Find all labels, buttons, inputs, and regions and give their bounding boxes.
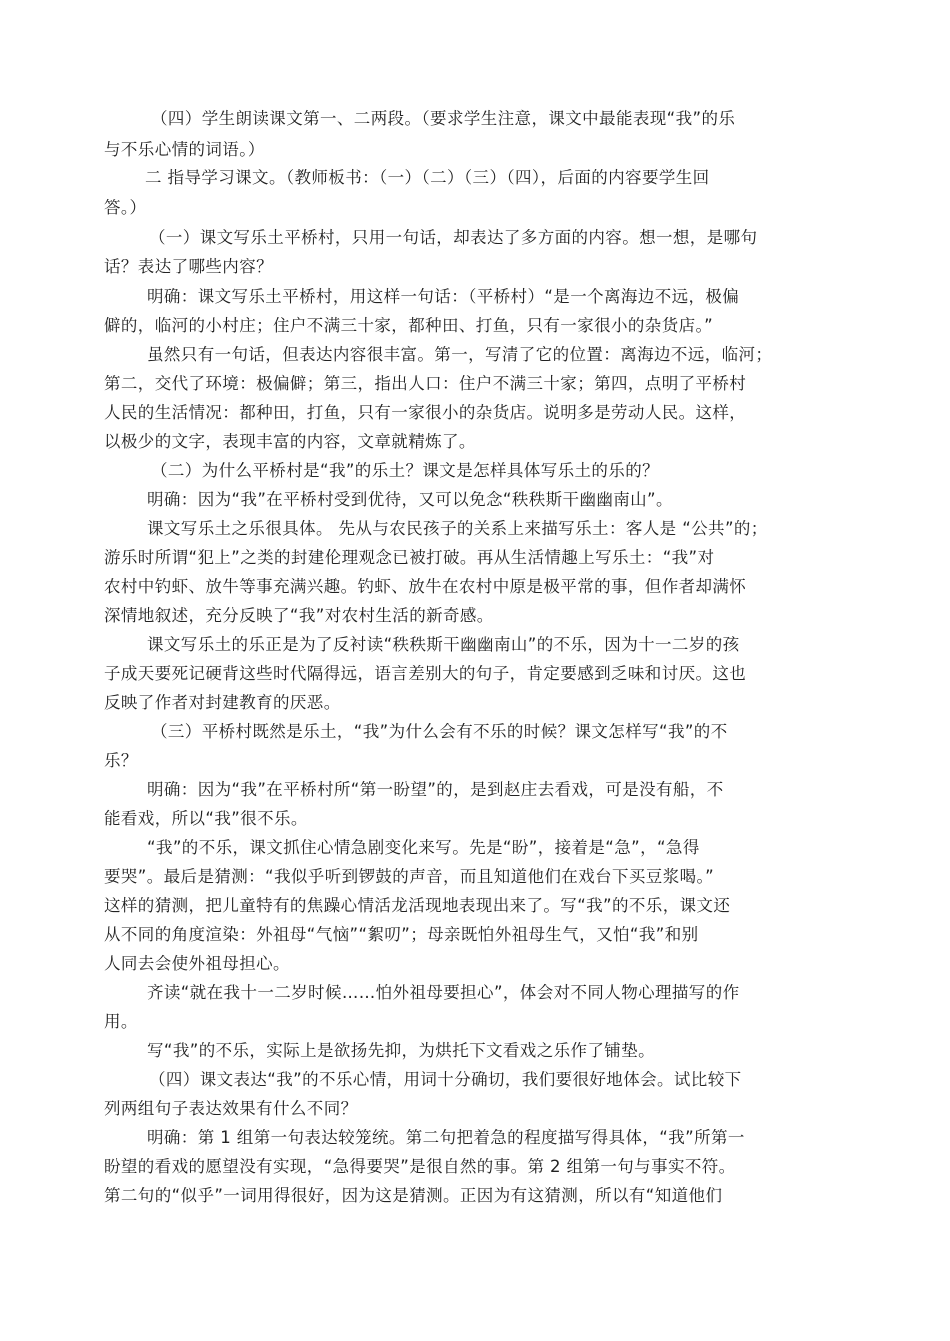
text-line: 僻的，临河的小村庄；住户不满三十家，都种田、打鱼，只有一家很小的杂货店。”	[104, 316, 714, 335]
text-line: 明确：第 1 组第一句表达较笼统。第二句把着急的程度描写得具体，“我”所第一	[147, 1128, 745, 1147]
text-line: 虽然只有一句话，但表达内容很丰富。第一，写清了它的位置：离海边不远，临河；	[147, 345, 773, 364]
text-line: 课文写乐土的乐正是为了反衬读“秩秩斯干幽幽南山”的不乐，因为十一二岁的孩	[147, 635, 740, 654]
text-line: 乐？	[104, 751, 138, 770]
text-line: 写“我”的不乐，实际上是欲扬先抑，为烘托下文看戏之乐作了铺垫。	[147, 1041, 655, 1060]
text-line: 从不同的角度渲染：外祖母“气恼”“絮叨”；母亲既怕外祖母生气，又怕“我”和别	[104, 925, 699, 944]
text-line: （一）课文写乐土平桥村，只用一句话，却表达了多方面的内容。想一想，是哪句	[149, 228, 758, 247]
text-line: 列两组句子表达效果有什么不同？	[104, 1099, 358, 1118]
text-line: （二）为什么平桥村是“我”的乐土？课文是怎样具体写乐土的乐的？	[151, 461, 659, 480]
text-line: 盼望的看戏的愿望没有实现，“急得要哭”是很自然的事。第 2 组第一句与事实不符。	[104, 1157, 736, 1176]
text-line: 这样的猜测，把儿童特有的焦躁心情活龙活现地表现出来了。写“我”的不乐，课文还	[104, 896, 731, 915]
text-line: 明确：因为“我”在平桥村受到优待，又可以免念“秩秩斯干幽幽南山”。	[147, 490, 673, 509]
text-line: 第二句的“似乎”一词用得很好，因为这是猜测。正因为有这猜测，所以有“知道他们	[104, 1186, 723, 1205]
text-line: 反映了作者对封建教育的厌恶。	[104, 693, 341, 712]
text-line: “我”的不乐，课文抓住心情急剧变化来写。先是“盼”，接着是“急”，“急得	[147, 838, 700, 857]
text-line: 深情地叙述，充分反映了“我”对农村生活的新奇感。	[104, 606, 494, 625]
text-line: （四）课文表达“我”的不乐心情，用词十分确切，我们要很好地体会。试比较下	[149, 1070, 742, 1089]
text-line: 人同去会使外祖母担心。	[104, 954, 290, 973]
text-line: 明确：课文写乐土平桥村，用这样一句话：（平桥村）“是一个离海边不远，极偏	[147, 287, 740, 306]
text-line: 与不乐心情的词语。）	[104, 140, 265, 159]
text-line: 齐读“就在我十一二岁时候……怕外祖母要担心”，体会对不同人物心理描写的作	[147, 983, 740, 1002]
text-line: 以极少的文字，表现丰富的内容，文章就精炼了。	[104, 432, 476, 451]
text-line: 要哭”。最后是猜测：“我似乎听到锣鼓的声音，而且知道他们在戏台下买豆浆喝。”	[104, 867, 715, 886]
text-line: 用。	[104, 1012, 138, 1031]
text-line: 游乐时所谓“犯上”之类的封建伦理观念已被打破。再从生活情趣上写乐土：“我”对	[104, 548, 715, 567]
text-line: 课文写乐土之乐很具体。 先从与农民孩子的关系上来描写乐土：客人是 “公共”的；	[147, 519, 768, 538]
text-line: 话？表达了哪些内容？	[104, 257, 273, 276]
text-line: 答。）	[104, 198, 147, 217]
text-line: 第二，交代了环境：极偏僻；第三，指出人口：住户不满三十家；第四，点明了平桥村	[104, 374, 747, 393]
text-line: 子成天要死记硬背这些时代隔得远，语言差别大的句子，肯定要感到乏味和讨厌。这也	[104, 664, 747, 683]
text-line: 人民的生活情况：都种田，打鱼，只有一家很小的杂货店。说明多是劳动人民。这样，	[104, 403, 747, 422]
text-line: 明确：因为“我”在平桥村所“第一盼望”的，是到赵庄去看戏，可是没有船，不	[147, 780, 724, 799]
text-line: 能看戏，所以“我”很不乐。	[104, 809, 308, 828]
text-line: 二 指导学习课文。（教师板书：（一）（二）（三）（四），后面的内容要学生回	[145, 168, 710, 187]
text-line: （四）学生朗读课文第一、二两段。（要求学生注意，课文中最能表现“我”的乐	[151, 109, 736, 128]
text-line: （三）平桥村既然是乐土，“我”为什么会有不乐的时候？课文怎样写“我”的不	[151, 722, 728, 741]
text-line: 农村中钓虾、放牛等事充满兴趣。钓虾、放牛在农村中原是极平常的事，但作者却满怀	[104, 577, 747, 596]
